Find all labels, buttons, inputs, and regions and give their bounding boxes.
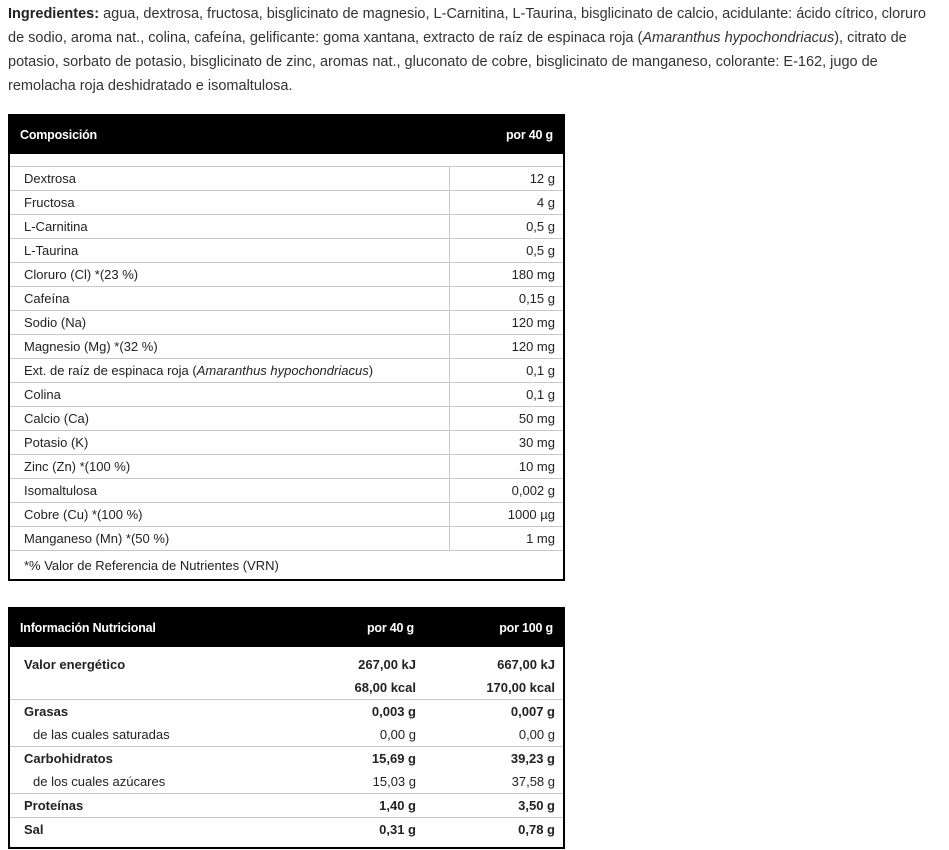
saturated-per40: 0,00 g [379, 727, 416, 742]
composition-item-value: 10 mg [449, 455, 564, 479]
composition-item-name: Colina [9, 383, 449, 407]
nutrition-header-per100: por 100 g [424, 608, 564, 647]
composition-item-latin-name: Amaranthus hypochondriacus [196, 363, 369, 378]
composition-row [9, 455, 564, 479]
composition-row [9, 527, 564, 551]
energy-label: Valor energético [24, 657, 126, 672]
fat-per40: 0,003 g [292, 700, 424, 724]
fat-label: Grasas [9, 700, 292, 724]
composition-row [9, 431, 564, 455]
energy-kcal-per40: 68,00 kcal [354, 680, 416, 695]
nutrition-row-carbs [9, 747, 564, 771]
nutrition-table [8, 607, 565, 849]
carbs-per100: 39,23 g [424, 747, 564, 771]
composition-item-value: 4 g [449, 191, 564, 215]
composition-item-value: 1 mg [449, 527, 564, 551]
composition-item-name-suffix: ) [368, 363, 374, 378]
salt-per100: 0,78 g [424, 818, 564, 842]
protein-per40: 1,40 g [292, 794, 424, 818]
ingredients-label: Ingredientes: [8, 6, 100, 22]
composition-row [9, 503, 564, 527]
composition-item-name: Zinc (Zn) *(100 %) [9, 455, 449, 479]
composition-footnote: *% Valor de Referencia de Nutrientes (VRN) [9, 551, 564, 581]
nutrition-row-saturated [9, 723, 564, 747]
composition-row [9, 263, 564, 287]
ingredients-paragraph [8, 2, 936, 98]
composition-item-value: 12 g [449, 167, 564, 191]
composition-item-name: Calcio (Ca) [9, 407, 449, 431]
composition-item-name [9, 359, 449, 383]
salt-label: Sal [9, 818, 292, 842]
nutrition-row-sugars [9, 770, 564, 794]
composition-item-name: L-Carnitina [9, 215, 449, 239]
composition-row [9, 167, 564, 191]
composition-row [9, 239, 564, 263]
nutrition-row-salt [9, 818, 564, 842]
composition-item-value: 0,5 g [449, 215, 564, 239]
composition-item-name-prefix: Ext. de raíz de espinaca roja ( [24, 363, 197, 378]
sugars-per40: 15,03 g [372, 774, 416, 789]
saturated-per100: 0,00 g [518, 727, 555, 742]
nutrition-row-energy-kcal [9, 676, 564, 700]
composition-item-value: 0,15 g [449, 287, 564, 311]
composition-item-name: Manganeso (Mn) *(50 %) [9, 527, 449, 551]
composition-row [9, 359, 564, 383]
composition-item-value: 120 mg [449, 335, 564, 359]
composition-item-value: 0,5 g [449, 239, 564, 263]
composition-item-name: Cafeína [9, 287, 449, 311]
composition-item-value: 1000 µg [449, 503, 564, 527]
protein-label: Proteínas [9, 794, 292, 818]
composition-row [9, 191, 564, 215]
composition-footnote-row [9, 551, 564, 581]
protein-per100: 3,50 g [424, 794, 564, 818]
composition-item-name: Fructosa [9, 191, 449, 215]
composition-row [9, 311, 564, 335]
composition-item-value: 120 mg [449, 311, 564, 335]
nutrition-row-fat [9, 700, 564, 724]
ingredients-latin-name: Amaranthus hypochondriacus [642, 30, 835, 46]
energy-kcal-per100: 170,00 kcal [486, 680, 555, 695]
salt-per40: 0,31 g [292, 818, 424, 842]
composition-header [9, 115, 564, 154]
composition-header-value: por 40 g [449, 115, 564, 154]
sugars-per100: 37,58 g [511, 774, 555, 789]
composition-item-name: Magnesio (Mg) *(32 %) [9, 335, 449, 359]
ingredients-text: agua, dextrosa, fructosa, bisglicinato de magnesio, L-Carnitina, L-Taurina, bisglicinato de calcio, acidulante: ácido cítrico, cloruro de sodio, aroma nat., colina, cafeína, gelificante: goma xantana, extracto de raíz de espinaca roja ( [8, 6, 926, 46]
ingredients-text-end: ), citrato de potasio, sorbato de potasio, bisglicinato de zinc, aromas nat., gluconato de cobre, bisglicinato de manganeso, colorante: E-162, jugo de remolacha roja deshidratado e isomaltulosa. [8, 30, 907, 94]
composition-item-name: Dextrosa [9, 167, 449, 191]
composition-item-value: 0,002 g [449, 479, 564, 503]
composition-table [8, 114, 565, 581]
composition-item-value: 50 mg [449, 407, 564, 431]
carbs-label: Carbohidratos [9, 747, 292, 771]
nutrition-header-label: Información Nutricional [9, 608, 292, 647]
carbs-per40: 15,69 g [292, 747, 424, 771]
fat-per100: 0,007 g [424, 700, 564, 724]
composition-row [9, 335, 564, 359]
composition-item-name: L-Taurina [9, 239, 449, 263]
nutrition-row-protein [9, 794, 564, 818]
composition-item-value: 180 mg [449, 263, 564, 287]
composition-row [9, 479, 564, 503]
composition-item-name: Cloruro (Cl) *(23 %) [9, 263, 449, 287]
saturated-label: de las cuales saturadas [33, 727, 170, 742]
composition-item-value: 0,1 g [449, 359, 564, 383]
composition-row [9, 287, 564, 311]
energy-kj-per100: 667,00 kJ [497, 657, 555, 672]
composition-item-name: Isomaltulosa [9, 479, 449, 503]
sugars-label: de los cuales azúcares [33, 774, 166, 789]
nutrition-header-per40: por 40 g [292, 608, 424, 647]
composition-item-value: 0,1 g [449, 383, 564, 407]
composition-row [9, 215, 564, 239]
composition-item-name: Sodio (Na) [9, 311, 449, 335]
composition-item-name: Cobre (Cu) *(100 %) [9, 503, 449, 527]
energy-kj-per40: 267,00 kJ [358, 657, 416, 672]
nutrition-row-energy-kj [9, 653, 564, 676]
composition-row [9, 383, 564, 407]
nutrition-header [9, 608, 564, 647]
composition-item-name: Potasio (K) [9, 431, 449, 455]
composition-item-value: 30 mg [449, 431, 564, 455]
composition-row [9, 407, 564, 431]
composition-header-label: Composición [9, 115, 449, 154]
